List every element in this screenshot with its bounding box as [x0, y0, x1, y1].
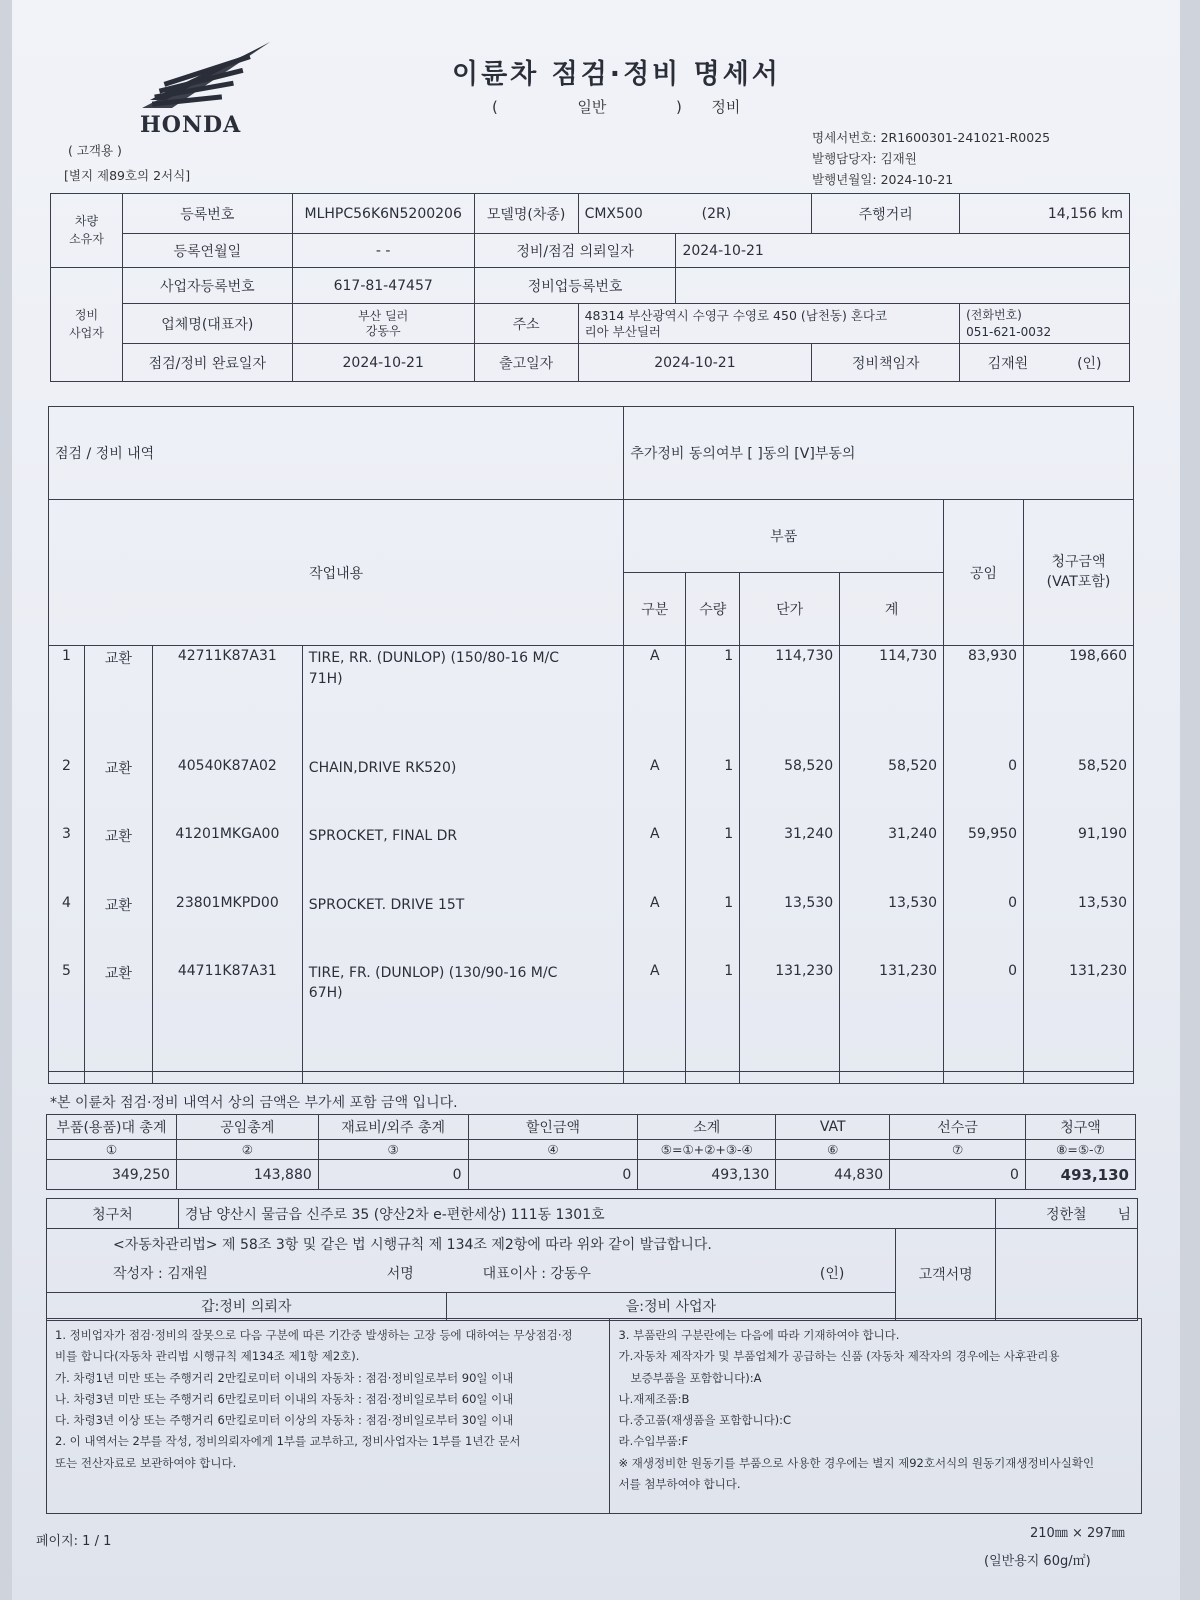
ceo-value: 강동우: [550, 1266, 591, 1283]
party-b: 을:정비 사업자: [446, 1292, 896, 1320]
shop-reg-value: [676, 268, 1130, 304]
billto-name: 정한철: [1045, 1206, 1087, 1223]
note-line: 1. 정비업자가 점검·정비의 잘못으로 다음 구분에 따른 기간중 발생하는 고장 등에 대하여는 무상점검·정: [55, 1328, 573, 1342]
row-part-code: 41201MKGA00: [152, 824, 302, 892]
biz-no-label: 사업자등록번호: [122, 268, 292, 304]
page-number: 페이지: 1 / 1: [36, 1534, 112, 1549]
row-unit-price: 13,530: [740, 893, 840, 961]
row-number: 3: [49, 824, 85, 892]
row-bill: 91,190: [1024, 824, 1134, 892]
labor-total-value: 143,880: [176, 1160, 318, 1190]
note-line: 또는 전산자료로 보관하여야 합니다.: [55, 1455, 237, 1470]
row-part-code: 42711K87A31: [152, 646, 302, 756]
note-line: 보증부품을 포함합니다):A: [630, 1370, 762, 1385]
honda-logo: [132, 38, 292, 138]
subtitle-suffix: 정비: [711, 98, 741, 116]
row-description: SPROCKET. DRIVE 15T: [302, 893, 624, 961]
statement-number: [812, 128, 1050, 146]
complete-date-label: 점검/정비 완료일자: [122, 344, 292, 382]
row-description: TIRE, RR. (DUNLOP) (150/80-16 M/C 71H): [302, 646, 624, 756]
note-line: 나.재제조품:B: [618, 1391, 690, 1406]
phone-label: (전화번호): [966, 308, 1022, 323]
shop-label: 정비 사업자: [51, 268, 123, 382]
labor-header: 공임: [944, 499, 1024, 646]
vat-value: 44,830: [776, 1160, 890, 1190]
work-row: [49, 824, 1134, 892]
note-line: 다. 차령3년 이상 또는 주행거리 6만킬로미터 이상의 자동차 : 점검·정비일로부터 30일 이내: [55, 1413, 514, 1428]
work-empty-space: [49, 1071, 1134, 1083]
row-type: 교환: [84, 756, 152, 824]
row-category: A: [624, 756, 686, 824]
ceo-seal: (인): [819, 1266, 845, 1283]
writer-value: 김재원: [167, 1266, 208, 1283]
row-description: TIRE, FR. (DUNLOP) (130/90-16 M/C 67H): [302, 961, 624, 1071]
prepaid-no: ⑦: [890, 1140, 1026, 1160]
bill-header: 청구금액 (VAT포함): [1024, 499, 1134, 646]
statement-number-label: 명세서번호:: [812, 130, 877, 145]
model-name: CMX500: [584, 205, 643, 222]
row-bill: 198,660: [1024, 646, 1134, 756]
work-content-header: 작업내용: [49, 499, 624, 646]
statement-number-value: 2R1600301-241021-R0025: [880, 130, 1051, 145]
material-value: 0: [318, 1160, 468, 1190]
discount-label: 할인금액: [468, 1115, 638, 1140]
note-line: 비를 합니다(자동차 관리법 시행규칙 제134조 제1항 제2호).: [55, 1349, 360, 1364]
note-line: ※ 재생정비한 원동기를 부품으로 사용한 경우에는 별지 제92호서식의 원동기재생정비사실확인: [618, 1455, 1095, 1470]
labor-total-no: ②: [176, 1140, 318, 1160]
row-unit-price: 58,520: [740, 756, 840, 824]
notes-table: [46, 1318, 1142, 1514]
issue-table: [46, 1198, 1138, 1321]
row-number: 4: [49, 893, 85, 961]
form-label: [별지 제89호의 2서식]: [64, 168, 191, 183]
work-section-label: 점검 / 정비 내역: [49, 407, 624, 500]
manager-seal: (인): [1077, 355, 1102, 372]
issuer-value: 김재원: [880, 151, 917, 166]
customer-sign-label: 고객서명: [896, 1229, 996, 1321]
row-sum: 114,730: [840, 646, 944, 756]
honda-wing-icon: [132, 38, 292, 138]
address-label: 주소: [474, 304, 578, 344]
row-number: 1: [49, 646, 85, 756]
category-header: 구분: [624, 573, 686, 646]
sum-header: 계: [840, 573, 944, 646]
work-table: [48, 406, 1134, 1084]
document-subtitle: [492, 96, 740, 117]
row-labor: 59,950: [944, 824, 1024, 892]
billto-name-cell: [996, 1199, 1138, 1229]
row-qty: 1: [686, 961, 740, 1071]
shop-reg-label: 정비업등록번호: [474, 268, 676, 304]
subtotal-label: 소계: [638, 1115, 776, 1140]
reg-no-value: MLHPC56K6N5200206: [292, 194, 474, 234]
row-unit-price: 31,240: [740, 824, 840, 892]
row-sum: 58,520: [840, 756, 944, 824]
company-value: 부산 딜러 강동우: [292, 304, 474, 344]
row-description: CHAIN,DRIVE RK520): [302, 756, 624, 824]
note-line: 2. 이 내역서는 2부를 작성, 정비의뢰자에게 1부를 교부하고, 정비사업자는 1부를 1년간 문서: [55, 1434, 521, 1449]
issuer-label: 발행담당자:: [812, 151, 877, 166]
biz-no-value: 617-81-47457: [292, 268, 474, 304]
paper-size: 210㎜ × 297㎜: [1030, 1526, 1125, 1541]
row-category: A: [624, 961, 686, 1071]
work-row: [49, 893, 1134, 961]
billto-honorific: 님: [1117, 1206, 1131, 1223]
svg-text:HONDA: HONDA: [140, 112, 242, 138]
vat-label: VAT: [776, 1115, 890, 1140]
row-bill: 58,520: [1024, 756, 1134, 824]
mileage-label: 주행거리: [812, 194, 960, 234]
note-line: 가. 차령1년 미만 또는 주행거리 2만킬로미터 이내의 자동차 : 점검·정비일로부터 90일 이내: [55, 1370, 514, 1385]
row-description: SPROCKET, FINAL DR: [302, 824, 624, 892]
owner-label: 차량 소유자: [51, 194, 123, 268]
row-part-code: 23801MKPD00: [152, 893, 302, 961]
document-page: [12, 0, 1180, 1600]
note-line: 3. 부품란의 구분란에는 다음에 따라 기재하여야 합니다.: [618, 1328, 900, 1342]
phone-value: 051-621-0032: [966, 324, 1052, 339]
row-unit-price: 131,230: [740, 961, 840, 1071]
paper-weight: (일반용지 60g/㎡): [984, 1554, 1091, 1569]
row-sum: 13,530: [840, 893, 944, 961]
billto-label: 청구처: [47, 1199, 179, 1229]
manager-label: 정비책임자: [812, 344, 960, 382]
customer-sign-box[interactable]: [996, 1229, 1138, 1321]
note-line: 라.수입부품:F: [618, 1434, 689, 1449]
row-category: A: [624, 646, 686, 756]
billto-address: 경남 양산시 물금읍 신주로 35 (양산2차 e-편한세상) 111동 1301호: [178, 1199, 995, 1229]
issue-date: [812, 170, 953, 188]
notes-left: [47, 1319, 610, 1514]
material-no: ③: [318, 1140, 468, 1160]
row-qty: 1: [686, 824, 740, 892]
note-line: 가.자동차 제작자가 및 부품업체가 공급하는 신품 (자동차 제작자의 경우에는 사후관리용: [618, 1349, 1060, 1364]
row-labor: 83,930: [944, 646, 1024, 756]
company-label: 업체명(대표자): [122, 304, 292, 344]
phone-cell: [960, 304, 1130, 344]
work-row: [49, 961, 1134, 1071]
notes-right: [610, 1319, 1142, 1514]
address-value: 48314 부산광역시 수영구 수영로 450 (남천동) 혼다코 리아 부산딜러: [578, 304, 960, 344]
row-qty: 1: [686, 756, 740, 824]
row-type: 교환: [84, 893, 152, 961]
discount-no: ④: [468, 1140, 638, 1160]
subtitle-type: 일반: [577, 98, 607, 116]
parts-total-no: ①: [47, 1140, 177, 1160]
discount-value: 0: [468, 1160, 638, 1190]
issue-date-label: 발행년월일:: [812, 172, 877, 187]
subtotal-value: 493,130: [638, 1160, 776, 1190]
qty-header: 수량: [686, 573, 740, 646]
subtotal-formula: ⑤=①+②+③-④: [638, 1140, 776, 1160]
copy-label: ( 고객용 ): [68, 143, 122, 158]
reg-no-label: 등록번호: [122, 194, 292, 234]
subtitle-open: (: [492, 98, 498, 116]
request-date-value: 2024-10-21: [676, 234, 1130, 268]
consent-label: 추가정비 동의여부 [ ]동의 [V]부동의: [624, 407, 1134, 500]
info-table: [50, 193, 1130, 382]
prepaid-value: 0: [890, 1160, 1026, 1190]
row-labor: 0: [944, 893, 1024, 961]
note-line: 서를 첨부하여야 합니다.: [618, 1476, 741, 1491]
work-row: [49, 646, 1134, 756]
manager-cell: [960, 344, 1130, 382]
note-line: 나. 차령3년 미만 또는 주행거리 6만킬로미터 이내의 자동차 : 점검·정비일로부터 60일 이내: [55, 1391, 514, 1406]
sign-label: 서명: [386, 1266, 414, 1283]
issue-date-value: 2024-10-21: [880, 172, 954, 187]
labor-total-label: 공임총계: [176, 1115, 318, 1140]
document-title: 이륜차 점검·정비 명세서: [452, 59, 781, 90]
model-value: [578, 194, 812, 234]
reg-date-label: 등록연월일: [122, 234, 292, 268]
row-part-code: 40540K87A02: [152, 756, 302, 824]
parts-header: 부품: [624, 499, 944, 572]
signature-line: [53, 1260, 889, 1289]
unit-price-header: 단가: [740, 573, 840, 646]
manager-value: 김재원: [987, 355, 1029, 372]
row-labor: 0: [944, 961, 1024, 1071]
issue-statement-cell: [47, 1229, 896, 1293]
row-unit-price: 114,730: [740, 646, 840, 756]
bill-formula: ⑧=⑤-⑦: [1025, 1140, 1135, 1160]
parts-total-label: 부품(용품)대 총계: [47, 1115, 177, 1140]
row-qty: 1: [686, 646, 740, 756]
release-date-label: 출고일자: [474, 344, 578, 382]
row-sum: 131,230: [840, 961, 944, 1071]
row-labor: 0: [944, 756, 1024, 824]
parts-total-value: 349,250: [47, 1160, 177, 1190]
release-date-value: 2024-10-21: [578, 344, 812, 382]
bill-total-value: 493,130: [1025, 1160, 1135, 1190]
request-date-label: 정비/점검 의뢰일자: [474, 234, 676, 268]
issue-statement: <자동차관리법> 제 58조 3항 및 같은 법 시행규칙 제 134조 제2항에 따라 위와 같이 발급합니다.: [113, 1237, 712, 1253]
subtitle-close: ): [675, 98, 682, 116]
row-qty: 1: [686, 893, 740, 961]
party-a: 갑:정비 의뢰자: [47, 1292, 447, 1320]
vat-note: *본 이륜차 점검·정비 내역서 상의 금액은 부가세 포함 금액 입니다.: [50, 1095, 458, 1111]
row-part-code: 44711K87A31: [152, 961, 302, 1071]
row-type: 교환: [84, 961, 152, 1071]
totals-table: [46, 1114, 1136, 1190]
issuer: [812, 149, 917, 167]
row-category: A: [624, 893, 686, 961]
row-number: 5: [49, 961, 85, 1071]
row-bill: 13,530: [1024, 893, 1134, 961]
row-bill: 131,230: [1024, 961, 1134, 1071]
bill-total-label: 청구액: [1025, 1115, 1135, 1140]
model-type: (2R): [701, 205, 732, 222]
work-row: [49, 756, 1134, 824]
row-category: A: [624, 824, 686, 892]
model-label: 모델명(차종): [474, 194, 578, 234]
row-sum: 31,240: [840, 824, 944, 892]
mileage-value: 14,156 km: [960, 194, 1130, 234]
ceo-label: 대표이사 :: [482, 1266, 546, 1283]
vat-no: ⑥: [776, 1140, 890, 1160]
row-type: 교환: [84, 646, 152, 756]
material-label: 재료비/외주 총계: [318, 1115, 468, 1140]
writer-label: 작성자 :: [113, 1266, 163, 1283]
row-type: 교환: [84, 824, 152, 892]
complete-date-value: 2024-10-21: [292, 344, 474, 382]
prepaid-label: 선수금: [890, 1115, 1026, 1140]
row-number: 2: [49, 756, 85, 824]
note-line: 다.중고품(재생품을 포함합니다):C: [618, 1413, 792, 1428]
reg-date-value: - -: [292, 234, 474, 268]
